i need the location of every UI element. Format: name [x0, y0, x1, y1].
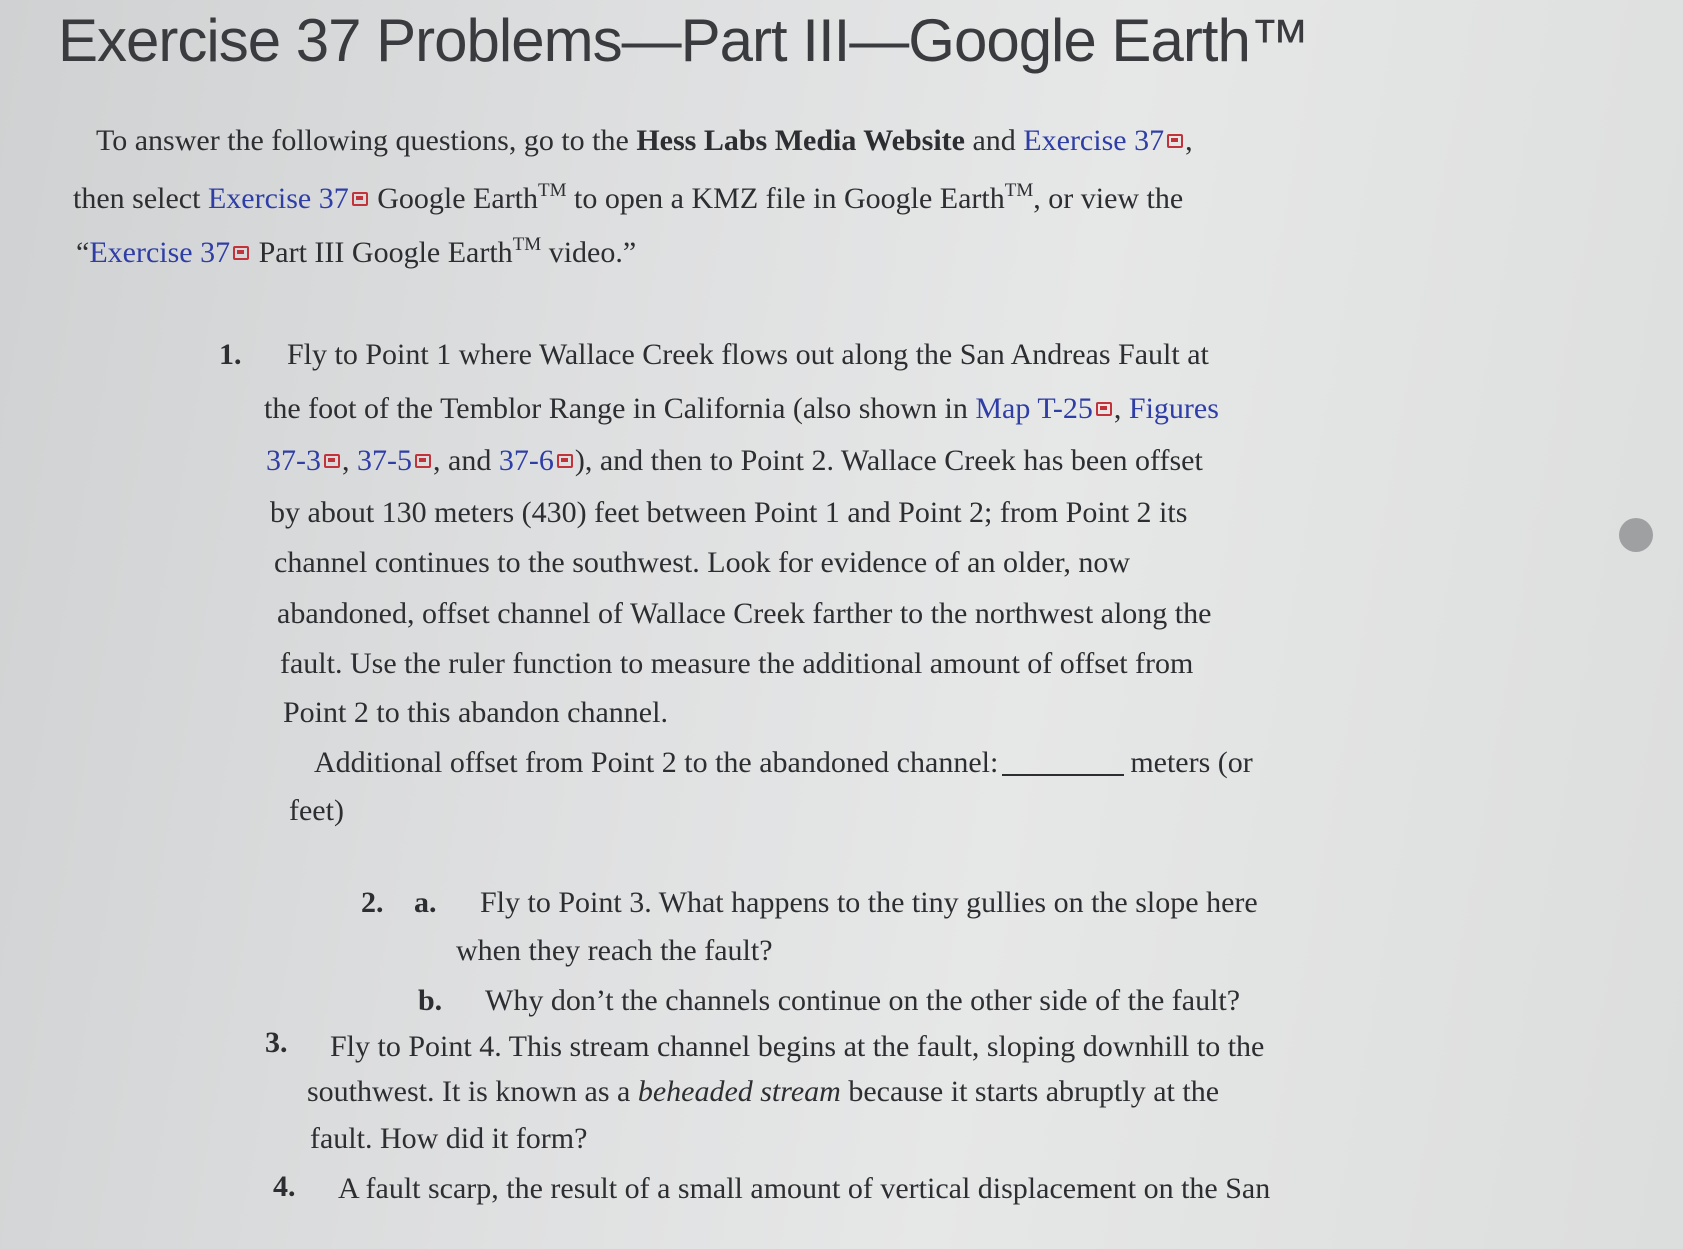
question-1-number: 1. [219, 338, 242, 371]
trademark: TM [512, 234, 542, 255]
intro-text: Part III Google Earth [251, 236, 513, 269]
intro-text: “ [76, 236, 90, 269]
question-1-line-5: channel continues to the southwest. Look for evidence of an older, now [274, 546, 1131, 579]
question-4-number: 4. [273, 1170, 296, 1203]
question-text: , [1113, 392, 1129, 425]
question-2-number: 2. [361, 886, 384, 919]
intro-text: To answer the following questions, go to the [96, 124, 637, 157]
question-1-line-4: by about 130 meters (430) feet between Point 1 and Point 2; from Point 2 its [270, 496, 1188, 529]
question-text: , and [433, 444, 499, 477]
question-3-line-3: fault. How did it form? [310, 1122, 588, 1155]
question-2b-label: b. [418, 984, 443, 1017]
external-link-icon[interactable] [1096, 402, 1112, 416]
external-link-icon[interactable] [557, 454, 573, 468]
intro-text: Google Earth [369, 182, 539, 215]
figure-37-6-link[interactable]: 37-6 [498, 444, 554, 477]
figure-37-3-link[interactable]: 37-3 [266, 444, 321, 477]
question-2a-line-2: when they reach the fault? [456, 934, 773, 967]
external-link-icon[interactable] [352, 192, 368, 206]
question-text: southwest. It is known as a [307, 1075, 638, 1108]
answer-unit: meters (or [1130, 746, 1253, 779]
trademark: TM [538, 180, 567, 201]
question-4-line-1: A fault scarp, the result of a small amount of vertical displacement on the San [338, 1172, 1271, 1205]
external-link-icon[interactable] [415, 454, 431, 468]
intro-text: to open a KMZ file in Google Earth [566, 182, 1005, 215]
question-text: ), and then to Point 2. Wallace Creek has been offset [574, 444, 1203, 477]
intro-line-3 [76, 234, 636, 270]
trademark: TM [1004, 180, 1034, 201]
question-2b-line-1: Why don’t the channels continue on the other side of the fault? [485, 984, 1241, 1017]
external-link-icon[interactable] [324, 454, 340, 468]
answer-blank[interactable] [1002, 774, 1124, 776]
answer-prompt: Additional offset from Point 2 to the abandoned channel: [314, 746, 999, 779]
intro-text: , [1185, 124, 1193, 157]
question-2a-label: a. [414, 886, 437, 919]
page-title: Exercise 37 Problems—Part III—Google Earth™ [58, 7, 1309, 74]
gray-dot-icon [1619, 518, 1653, 552]
figures-link[interactable]: Figures [1128, 392, 1219, 425]
hess-labs-website: Hess Labs Media Website [636, 124, 965, 157]
question-1-line-3 [266, 444, 1203, 478]
question-text: because it starts abruptly at the [840, 1075, 1220, 1108]
figure-37-5-link[interactable]: 37-5 [357, 444, 412, 477]
question-3-line-2 [307, 1075, 1219, 1109]
exercise-37-link[interactable]: Exercise 37 [89, 236, 231, 269]
intro-text: and [964, 124, 1024, 157]
intro-line-1 [96, 124, 1193, 158]
intro-text: then select [73, 182, 208, 215]
question-1-line-1: Fly to Point 1 where Wallace Creek flows out along the San Andreas Fault at [287, 338, 1209, 371]
question-3-number: 3. [265, 1026, 288, 1059]
intro-text: video.” [541, 236, 637, 269]
question-2a-line-1: Fly to Point 3. What happens to the tiny gullies on the slope here [480, 886, 1258, 919]
exercise-37-link[interactable]: Exercise 37 [207, 182, 349, 215]
external-link-icon[interactable] [233, 246, 249, 260]
map-t25-link[interactable]: Map T-25 [975, 392, 1093, 425]
question-1-line-7: fault. Use the ruler function to measure the additional amount of offset from [280, 647, 1194, 680]
intro-text: , or view the [1033, 182, 1184, 215]
intro-line-2 [73, 180, 1183, 216]
beheaded-stream-term: beheaded stream [637, 1075, 841, 1108]
question-text: the foot of the Temblor Range in California (also shown in [264, 392, 976, 425]
question-1-line-8: Point 2 to this abandon channel. [283, 696, 668, 729]
exercise-37-link[interactable]: Exercise 37 [1023, 124, 1165, 157]
question-3-line-1: Fly to Point 4. This stream channel begins at the fault, sloping downhill to the [330, 1030, 1265, 1063]
question-1-answer-line [314, 746, 1253, 780]
question-1-line-6: abandoned, offset channel of Wallace Creek farther to the northwest along the [277, 597, 1212, 630]
external-link-icon[interactable] [1167, 134, 1183, 148]
question-1-answer-unit-2: feet) [289, 794, 344, 827]
question-1-line-2 [264, 392, 1219, 426]
question-text: , [342, 444, 357, 477]
